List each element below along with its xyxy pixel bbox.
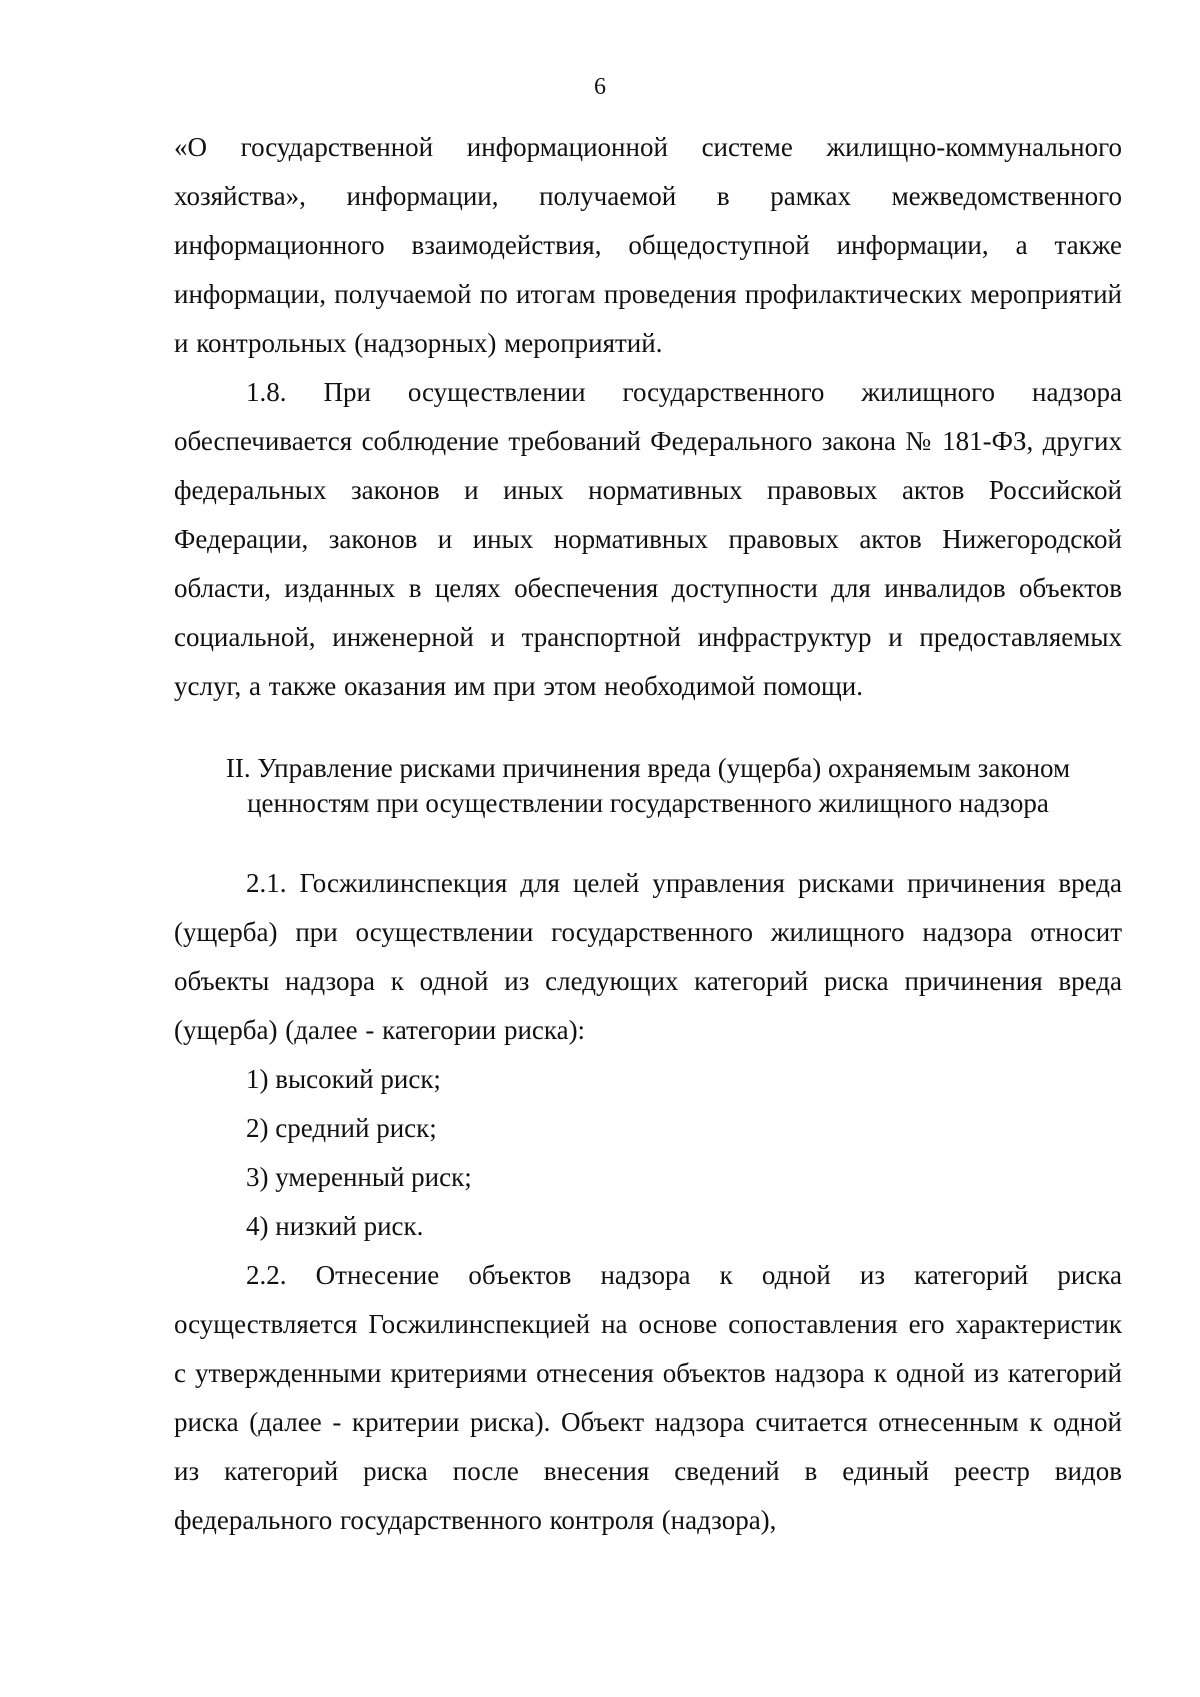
paragraph-1-8: 1.8. При осуществлении государственного жилищного надзора обеспечивается соблюдение требований Федерального закона № 181-ФЗ, других федеральных законов и иных нормативных правовых актов Российской Федерации, законов и иных нормативных правовых актов Нижегородской области, изданных в целях обеспечения доступности для инвалидов объектов социальной, инженерной и транспортной инфраструктур и предоставляемых услуг, а также оказания им при этом необходимой помощи. (174, 377, 1122, 701)
risk-category-item: 1) высокий риск; (246, 1064, 441, 1094)
section-heading-line-1: II. Управление рисками причинения вреда (ущерба) охраняемым законом (225, 753, 1071, 783)
paragraph-continuation: «О государственной информационной системе жилищно-коммунального хозяйства», информации, получаемой в рамках межведомственного информационного взаимодействия, общедоступной информации, а также информации, получаемой по итогам проведения профилактических мероприятий и контрольных (надзорных) мероприятий. (174, 132, 1122, 358)
risk-category-item: 3) умеренный риск; (246, 1162, 472, 1192)
section-heading (174, 751, 1122, 821)
paragraph-2-2: 2.2. Отнесение объектов надзора к одной из категорий риска осуществляется Госжилинспекцией на основе сопоставления его характеристик с утвержденными критериями отнесения объектов надзора к одной из категорий риска (далее - критерии риска). Объект надзора считается отнесенным к одной из категорий риска после внесения сведений в единый реестр видов федерального государственного контроля (надзора), (174, 1260, 1122, 1535)
risk-category-item: 2) средний риск; (246, 1113, 437, 1143)
document-body (174, 123, 1122, 1545)
paragraph-2-1: 2.1. Госжилинспекция для целей управления рисками причинения вреда (ущерба) при осуществлении государственного жилищного надзора относит объекты надзора к одной из следующих категорий риска причинения вреда (ущерба) (далее - категории риска): (174, 868, 1122, 1045)
risk-category-item: 4) низкий риск. (246, 1211, 424, 1241)
page-number: 6 (594, 74, 606, 100)
section-heading-line-2: ценностям при осуществлении государственного жилищного надзора (247, 788, 1049, 818)
